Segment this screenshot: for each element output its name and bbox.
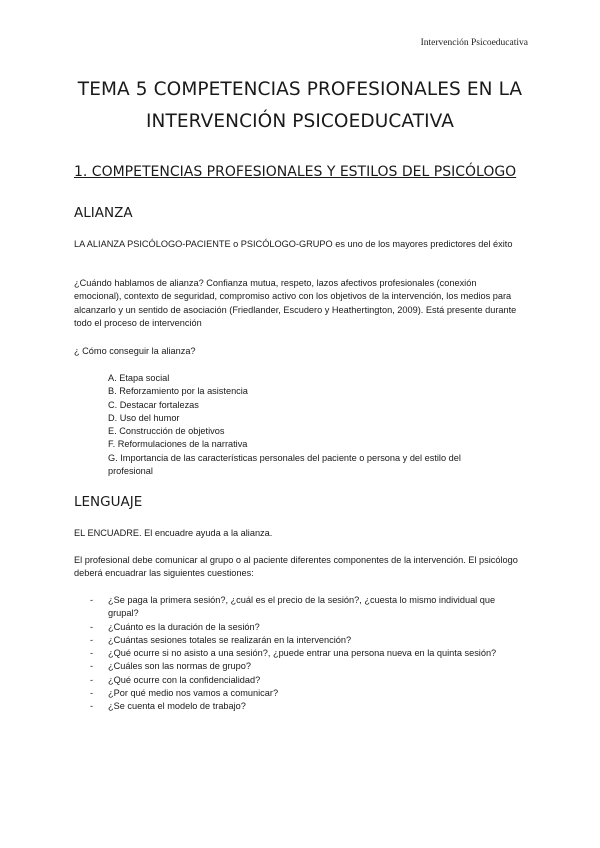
bullet-marker: - <box>90 701 94 712</box>
bullet-marker: - <box>90 648 94 659</box>
title-line-2: INTERVENCIÓN PSICOEDUCATIVA <box>146 111 454 132</box>
running-header: Intervención Psicoeducativa <box>420 38 528 48</box>
list-item: - ¿Cuánto es la duración de la sesión? <box>90 621 520 634</box>
list-item: F. Reformulaciones de la narrativa <box>108 439 248 450</box>
list-item: - ¿Qué ocurre si no asisto a una sesión?, ¿puede entrar una persona nueva en la quinta sesión? <box>90 647 520 660</box>
title-line-1: TEMA 5 COMPETENCIAS PROFESIONALES EN LA <box>77 79 523 100</box>
alianza-paragraph-1: LA ALIANZA PSICÓLOGO-PACIENTE o PSICÓLOGO-GRUPO es uno de los mayores predictores del éxito <box>74 239 513 249</box>
questions-list <box>90 594 520 714</box>
bullet-marker: - <box>90 688 94 699</box>
list-item: B. Reforzamiento por la asistencia <box>108 386 248 397</box>
alianza-paragraph-3: ¿ Cómo conseguir la alianza? <box>74 346 196 356</box>
list-item: - ¿Qué ocurre con la confidencialidad? <box>90 674 520 687</box>
bullet-marker: - <box>90 634 94 645</box>
alianza-heading: ALIANZA <box>74 205 133 221</box>
bullet-marker: - <box>90 621 94 632</box>
list-item: - ¿Se cuenta el modelo de trabajo? <box>90 700 520 713</box>
list-item: - ¿Por qué medio nos vamos a comunicar? <box>90 687 520 700</box>
list-item: A. Etapa social <box>108 373 170 383</box>
list-item: - ¿Cuáles son las normas de grupo? <box>90 660 520 673</box>
lenguaje-heading: LENGUAJE <box>74 494 143 510</box>
alianza-list <box>108 372 508 478</box>
list-item: E. Construcción de objetivos <box>108 426 225 437</box>
list-item: - ¿Se paga la primera sesión?, ¿cuál es el precio de la sesión?, ¿cuesta lo mismo individual que grupal? <box>90 594 520 621</box>
alianza-paragraph-2: ¿Cuándo hablamos de alianza? Confianza mutua, respeto, lazos afectivos profesionales (conexión emocional), contexto de seguridad, compromiso activo con los objetivos de la intervención, los medios para alcanzarlo y un sentido de asociación (Friedlander, Escudero y Heathertington, 2009). Está presente durante todo el proceso de intervención <box>74 278 517 328</box>
lenguaje-paragraph-2: El profesional debe comunicar al grupo o al paciente diferentes componentes de la intervención. El psicólogo deberá encuadrar las siguientes cuestiones: <box>74 555 518 579</box>
list-item: C. Destacar fortalezas <box>108 399 199 410</box>
bullet-marker: - <box>90 661 94 672</box>
bullet-marker: - <box>90 674 94 685</box>
list-item: G. Importancia de las características personales del paciente o persona y del estilo del profesional <box>108 452 461 477</box>
section-heading: 1. COMPETENCIAS PROFESIONALES Y ESTILOS DEL PSICÓLOGO <box>74 164 517 180</box>
document-title <box>50 74 550 138</box>
bullet-marker: - <box>90 595 94 605</box>
list-item: D. Uso del humor <box>108 412 180 423</box>
lenguaje-paragraph-1: EL ENCUADRE. El encuadre ayuda a la alianza. <box>74 528 273 538</box>
list-item: - ¿Cuántas sesiones totales se realizarán en la intervención? <box>90 634 520 647</box>
